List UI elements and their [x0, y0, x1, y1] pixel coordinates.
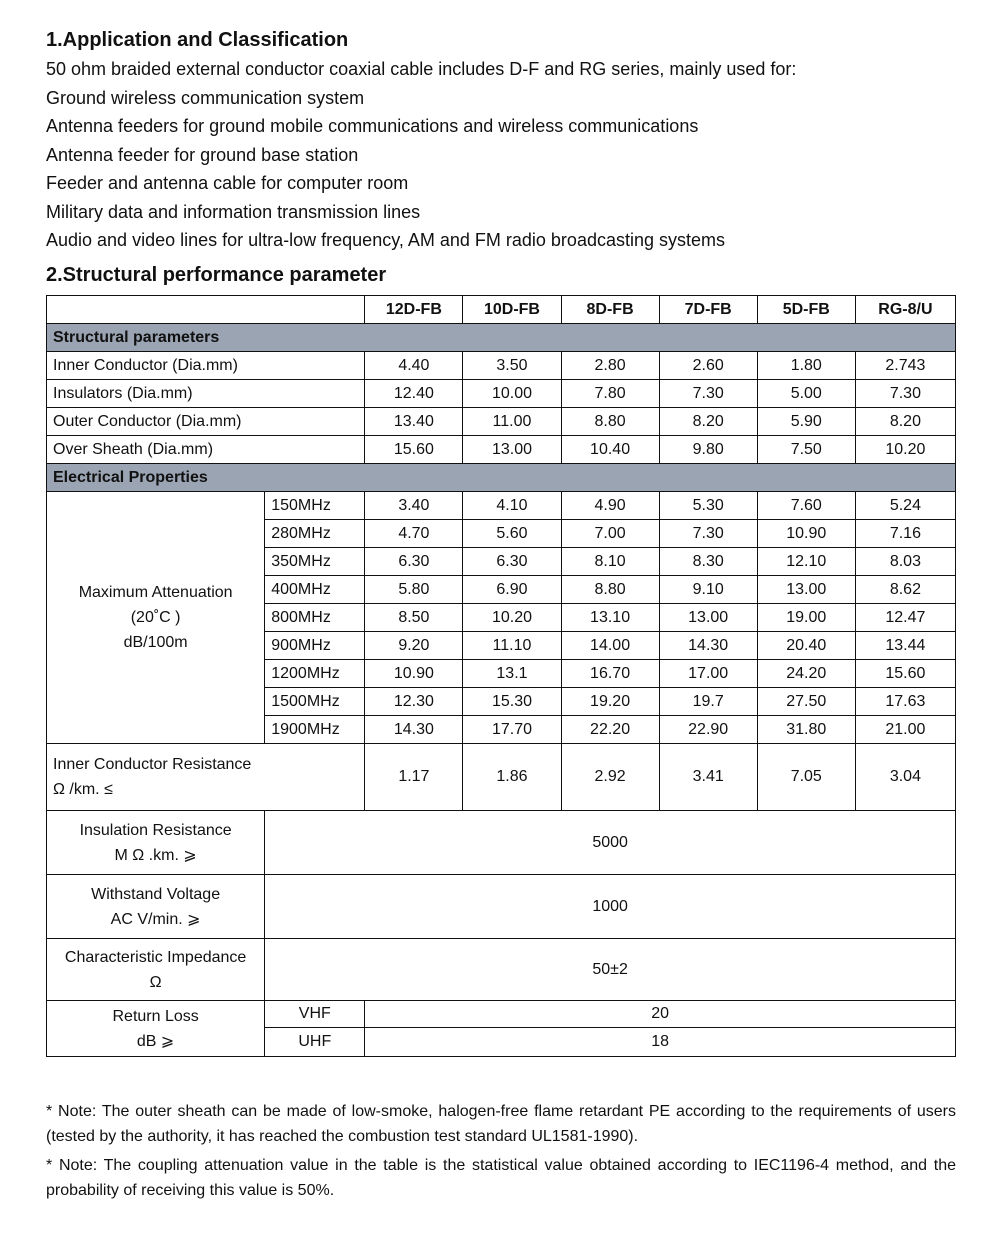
impedance-value: 50±2 — [265, 939, 956, 1001]
column-header: 7D-FB — [659, 296, 757, 324]
column-header-row — [47, 296, 956, 324]
attenuation-value: 8.30 — [659, 548, 757, 576]
attenuation-frequency: 400MHz — [265, 576, 365, 604]
structural-value: 7.30 — [659, 380, 757, 408]
attenuation-value: 12.10 — [757, 548, 855, 576]
return-loss-label-line1: Return Loss — [112, 1007, 199, 1025]
attenuation-frequency: 350MHz — [265, 548, 365, 576]
attenuation-value: 5.80 — [365, 576, 463, 604]
return-loss-uhf-value: 18 — [365, 1028, 956, 1057]
attenuation-value: 4.10 — [463, 492, 561, 520]
attenuation-value: 10.90 — [757, 520, 855, 548]
application-list — [46, 57, 796, 257]
attenuation-value: 31.80 — [757, 716, 855, 744]
attenuation-value: 3.40 — [365, 492, 463, 520]
column-header: 10D-FB — [463, 296, 561, 324]
return-loss-vhf-value: 20 — [365, 1001, 956, 1028]
withstand-voltage-label-line2: AC V/min. ⩾ — [110, 910, 201, 928]
return-loss-vhf-label: VHF — [265, 1001, 365, 1028]
attenuation-value: 13.1 — [463, 660, 561, 688]
attenuation-value: 8.50 — [365, 604, 463, 632]
structural-row — [47, 380, 956, 408]
structural-value: 8.20 — [659, 408, 757, 436]
application-item: Feeder and antenna cable for computer room — [46, 173, 409, 193]
attenuation-value: 24.20 — [757, 660, 855, 688]
attenuation-value: 20.40 — [757, 632, 855, 660]
attenuation-value: 13.00 — [659, 604, 757, 632]
structural-value: 15.60 — [365, 436, 463, 464]
attenuation-value: 21.00 — [855, 716, 955, 744]
structural-section-header: Structural parameters — [47, 324, 956, 352]
return-loss-label-line2: dB ⩾ — [136, 1032, 175, 1050]
structural-row — [47, 352, 956, 380]
attenuation-label — [47, 492, 265, 744]
attenuation-value: 9.10 — [659, 576, 757, 604]
electrical-section-header: Electrical Properties — [47, 464, 956, 492]
attenuation-value: 8.62 — [855, 576, 955, 604]
attenuation-frequency: 800MHz — [265, 604, 365, 632]
attenuation-value: 16.70 — [561, 660, 659, 688]
attenuation-label-line1: Maximum Attenuation — [78, 584, 233, 601]
attenuation-value: 22.20 — [561, 716, 659, 744]
attenuation-value: 19.20 — [561, 688, 659, 716]
inner-resistance-label — [47, 744, 365, 811]
attenuation-value: 6.30 — [365, 548, 463, 576]
structural-value: 1.80 — [757, 352, 855, 380]
attenuation-row — [47, 492, 956, 520]
structural-value: 10.20 — [855, 436, 955, 464]
attenuation-value: 5.30 — [659, 492, 757, 520]
withstand-voltage-label — [47, 875, 265, 939]
return-loss-label — [47, 1001, 265, 1057]
attenuation-value: 27.50 — [757, 688, 855, 716]
inner-resistance-label-line1: Inner Conductor Resistance — [53, 756, 252, 773]
structural-section-row — [47, 324, 956, 352]
withstand-voltage-row — [47, 875, 956, 939]
attenuation-value: 22.90 — [659, 716, 757, 744]
section1-title: 1.Application and Classification — [46, 29, 349, 51]
inner-resistance-row — [47, 744, 956, 811]
structural-value: 8.20 — [855, 408, 955, 436]
notes — [46, 1099, 956, 1207]
attenuation-frequency: 280MHz — [265, 520, 365, 548]
withstand-voltage-label-line1: Withstand Voltage — [91, 885, 221, 903]
structural-row — [47, 436, 956, 464]
structural-value: 5.00 — [757, 380, 855, 408]
structural-value: 10.00 — [463, 380, 561, 408]
attenuation-value: 11.10 — [463, 632, 561, 660]
application-item: Ground wireless communication system — [46, 87, 365, 108]
attenuation-value: 7.30 — [659, 520, 757, 548]
attenuation-value: 14.30 — [659, 632, 757, 660]
column-header: 8D-FB — [561, 296, 659, 324]
attenuation-value: 7.00 — [561, 520, 659, 548]
insulation-resistance-label — [47, 811, 265, 875]
attenuation-value: 10.90 — [365, 660, 463, 688]
attenuation-frequency: 900MHz — [265, 632, 365, 660]
attenuation-value: 13.00 — [757, 576, 855, 604]
note-coupling: * Note: The coupling attenuation value in the table is the statistical value obtained according to IEC1196-4 method, and the probability of receiving this value is 50%. — [46, 1157, 956, 1199]
insulation-resistance-row — [47, 811, 956, 875]
inner-resistance-value: 2.92 — [561, 744, 659, 811]
attenuation-value: 17.63 — [855, 688, 955, 716]
note-sheath: * Note: The outer sheath can be made of low-smoke, halogen-free flame retardant PE according to the requirements of users (tested by the authority, it has reached the combustion test standard UL1581-1990). — [46, 1103, 956, 1145]
insulation-resistance-label-line2: M Ω .km. ⩾ — [114, 846, 197, 864]
attenuation-value: 7.16 — [855, 520, 955, 548]
inner-resistance-value: 1.86 — [463, 744, 561, 811]
impedance-row — [47, 939, 956, 1001]
return-loss-uhf-label: UHF — [265, 1028, 365, 1057]
impedance-label-line1: Characteristic Impedance — [64, 948, 247, 966]
attenuation-value: 6.30 — [463, 548, 561, 576]
insulation-resistance-value: 5000 — [265, 811, 956, 875]
attenuation-value: 14.00 — [561, 632, 659, 660]
structural-value: 7.50 — [757, 436, 855, 464]
section2-title: 2.Structural performance parameter — [46, 264, 387, 286]
attenuation-value: 15.60 — [855, 660, 955, 688]
inner-resistance-label-line2: Ω /km. ≤ — [53, 781, 113, 798]
structural-row — [47, 408, 956, 436]
attenuation-value: 12.47 — [855, 604, 955, 632]
structural-value: 10.40 — [561, 436, 659, 464]
attenuation-value: 8.10 — [561, 548, 659, 576]
column-header: RG-8/U — [855, 296, 955, 324]
structural-row-label: Insulators (Dia.mm) — [47, 380, 365, 408]
insulation-resistance-label-line1: Insulation Resistance — [79, 821, 232, 839]
structural-row-label: Outer Conductor (Dia.mm) — [47, 408, 365, 436]
structural-value: 12.40 — [365, 380, 463, 408]
application-item: Antenna feeder for ground base station — [46, 144, 359, 165]
attenuation-value: 13.44 — [855, 632, 955, 660]
spec-table — [46, 295, 956, 1057]
structural-value: 8.80 — [561, 408, 659, 436]
attenuation-value: 19.7 — [659, 688, 757, 716]
inner-resistance-value: 7.05 — [757, 744, 855, 811]
column-header: 12D-FB — [365, 296, 463, 324]
corner-cell — [47, 296, 365, 324]
structural-value: 7.80 — [561, 380, 659, 408]
attenuation-value: 4.90 — [561, 492, 659, 520]
attenuation-frequency: 150MHz — [265, 492, 365, 520]
attenuation-value: 9.20 — [365, 632, 463, 660]
return-loss-vhf-row — [47, 1001, 956, 1028]
application-item: Audio and video lines for ultra-low frequency, AM and FM radio broadcasting systems — [46, 230, 725, 250]
attenuation-label-line2: (20˚C ) — [130, 609, 181, 626]
structural-value: 2.80 — [561, 352, 659, 380]
attenuation-value: 6.90 — [463, 576, 561, 604]
attenuation-value: 12.30 — [365, 688, 463, 716]
structural-row-label: Over Sheath (Dia.mm) — [47, 436, 365, 464]
attenuation-frequency: 1900MHz — [265, 716, 365, 744]
application-item: Military data and information transmission lines — [46, 201, 421, 222]
attenuation-value: 8.80 — [561, 576, 659, 604]
inner-resistance-value: 3.41 — [659, 744, 757, 811]
structural-value: 9.80 — [659, 436, 757, 464]
attenuation-label-line3: dB/100m — [123, 634, 188, 651]
column-header: 5D-FB — [757, 296, 855, 324]
attenuation-frequency: 1500MHz — [265, 688, 365, 716]
attenuation-value: 15.30 — [463, 688, 561, 716]
impedance-label — [47, 939, 265, 1001]
attenuation-value: 5.60 — [463, 520, 561, 548]
structural-value: 7.30 — [855, 380, 955, 408]
application-item: Antenna feeders for ground mobile communications and wireless communications — [46, 116, 699, 136]
structural-value: 4.40 — [365, 352, 463, 380]
attenuation-frequency: 1200MHz — [265, 660, 365, 688]
attenuation-value: 5.24 — [855, 492, 955, 520]
attenuation-value: 14.30 — [365, 716, 463, 744]
structural-value: 2.743 — [855, 352, 955, 380]
attenuation-value: 17.00 — [659, 660, 757, 688]
structural-value: 3.50 — [463, 352, 561, 380]
impedance-label-line2: Ω — [149, 973, 162, 991]
application-intro: 50 ohm braided external conductor coaxial cable includes D-F and RG series, mainly used for: — [46, 59, 797, 79]
attenuation-value: 7.60 — [757, 492, 855, 520]
inner-resistance-value: 3.04 — [855, 744, 955, 811]
structural-value: 13.40 — [365, 408, 463, 436]
attenuation-value: 13.10 — [561, 604, 659, 632]
attenuation-value: 10.20 — [463, 604, 561, 632]
inner-resistance-value: 1.17 — [365, 744, 463, 811]
attenuation-value: 8.03 — [855, 548, 955, 576]
attenuation-value: 17.70 — [463, 716, 561, 744]
structural-value: 2.60 — [659, 352, 757, 380]
structural-value: 5.90 — [757, 408, 855, 436]
structural-row-label: Inner Conductor (Dia.mm) — [47, 352, 365, 380]
withstand-voltage-value: 1000 — [265, 875, 956, 939]
electrical-section-row — [47, 464, 956, 492]
structural-value: 11.00 — [463, 408, 561, 436]
attenuation-value: 19.00 — [757, 604, 855, 632]
structural-value: 13.00 — [463, 436, 561, 464]
attenuation-value: 4.70 — [365, 520, 463, 548]
